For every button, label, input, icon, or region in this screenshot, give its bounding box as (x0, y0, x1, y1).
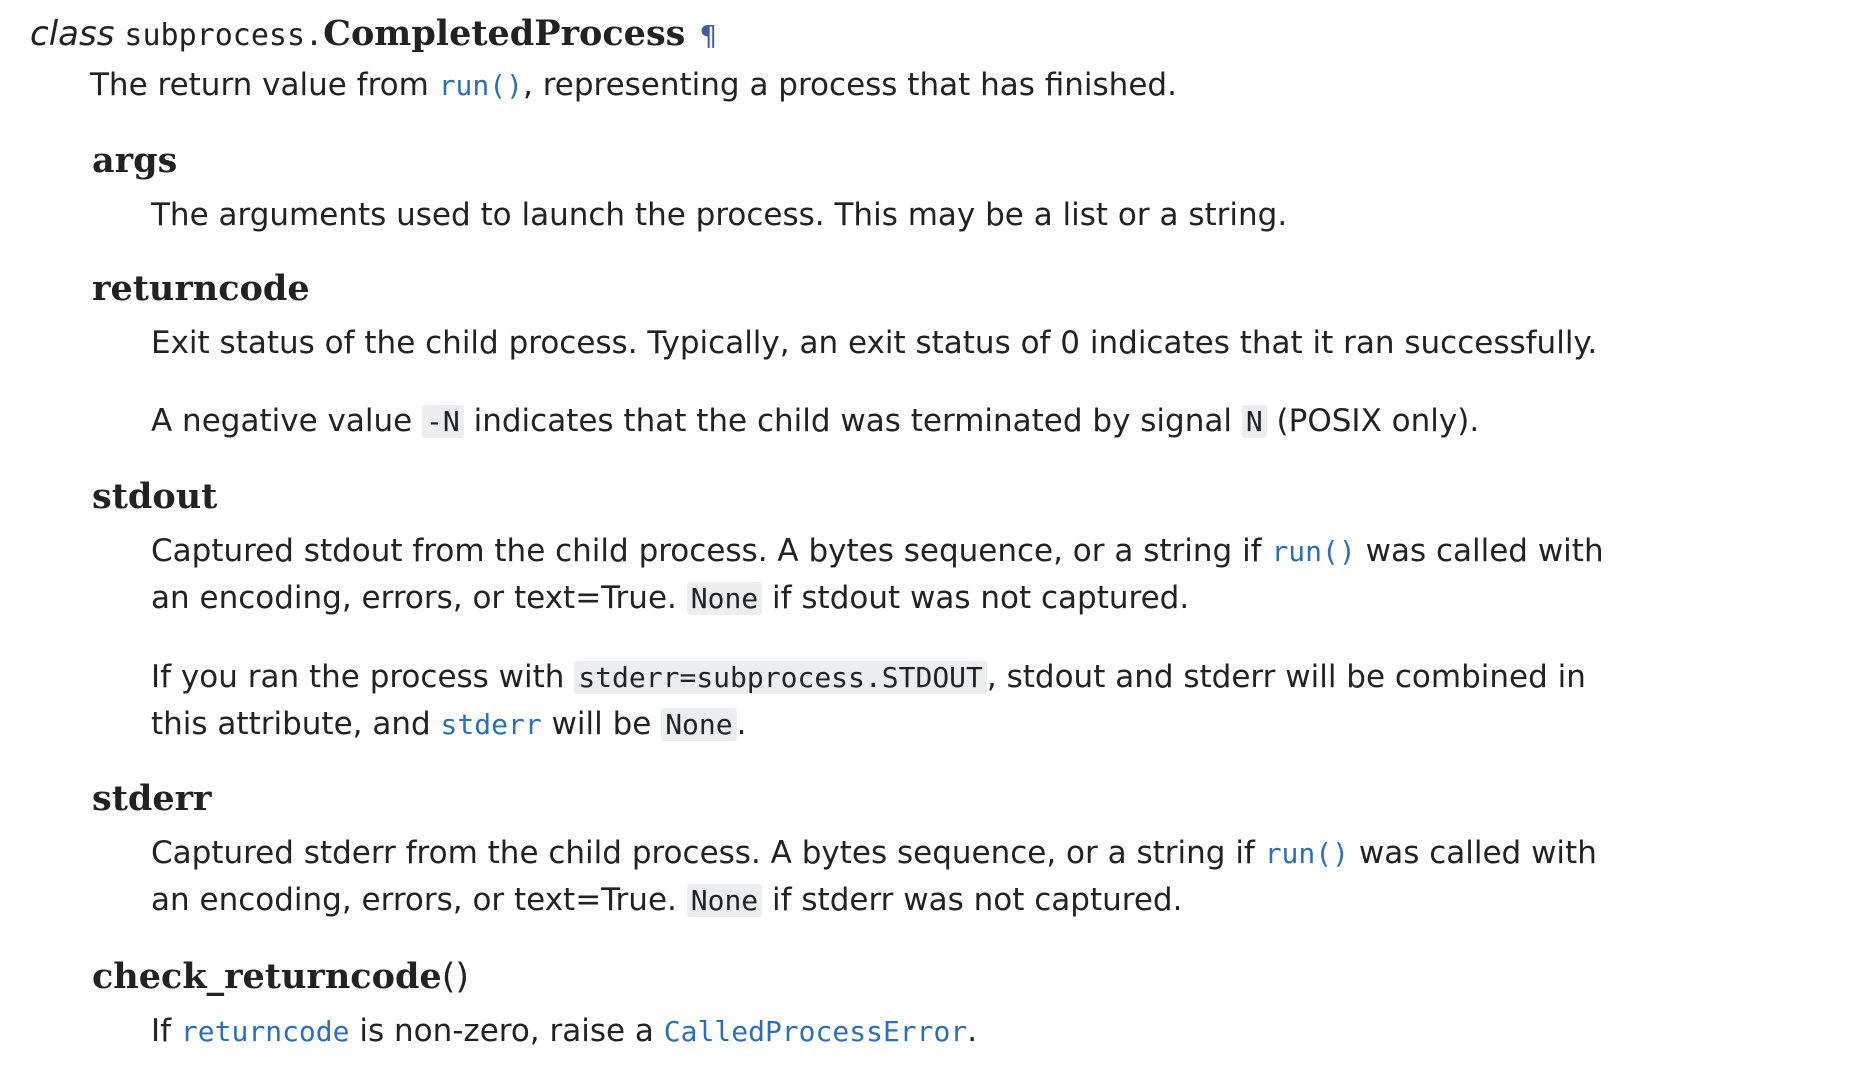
attr-stdout-note-line2: this attribute, and stderr will be None . (151, 706, 747, 742)
class-keyword: class (30, 14, 115, 54)
attr-stderr-name: stderr (92, 778, 212, 819)
calledprocesserror-link[interactable]: CalledProcessError (663, 1015, 968, 1048)
permalink-icon[interactable]: ¶ (699, 19, 718, 52)
attr-args-description: The arguments used to launch the process. This may be a list or a string. (151, 197, 1288, 233)
run-link[interactable]: run() (1264, 837, 1349, 870)
inline-code: -N (422, 405, 464, 438)
stderr-link[interactable]: stderr (440, 708, 542, 741)
module-name: subprocess. (124, 18, 324, 53)
run-link[interactable]: run() (1271, 535, 1356, 568)
method-check-returncode-description: If returncode is non-zero, raise a CalledProcessError. (151, 1013, 978, 1049)
attr-stderr-desc-line1: Captured stderr from the child process. A bytes sequence, or a string if run() was called with (151, 835, 1597, 871)
attr-stdout-name: stdout (92, 476, 218, 517)
run-link[interactable]: run() (438, 69, 523, 102)
class-signature (30, 12, 717, 58)
inline-code: None (687, 582, 762, 615)
attr-stdout-desc-line1: Captured stdout from the child process. A bytes sequence, or a string if run() was called with (151, 533, 1604, 569)
attr-args-name: args (92, 140, 178, 181)
inline-code: stderr=subprocess.STDOUT (574, 661, 987, 694)
class-description: The return value from run(), representing a process that has finished. (90, 67, 1177, 103)
method-check-returncode-name: check_returncode() (92, 956, 470, 997)
inline-code: N (1242, 405, 1267, 438)
attr-returncode-description: Exit status of the child process. Typically, an exit status of 0 indicates that it ran successfully. (151, 325, 1598, 361)
class-name: CompletedProcess (323, 13, 686, 54)
inline-code: None (687, 884, 762, 917)
inline-code: None (661, 708, 736, 741)
attr-returncode-negative-note: A negative value -N indicates that the child was terminated by signal N (POSIX only). (151, 403, 1480, 439)
attr-stdout-note-line1: If you ran the process with stderr=subprocess.STDOUT , stdout and stderr will be combined in (151, 659, 1586, 695)
returncode-link[interactable]: returncode (180, 1015, 350, 1048)
attr-stdout-desc-line2: an encoding, errors, or text=True. None if stdout was not captured. (151, 580, 1190, 616)
attr-stderr-desc-line2: an encoding, errors, or text=True. None if stderr was not captured. (151, 882, 1183, 918)
attr-returncode-name: returncode (92, 268, 310, 309)
